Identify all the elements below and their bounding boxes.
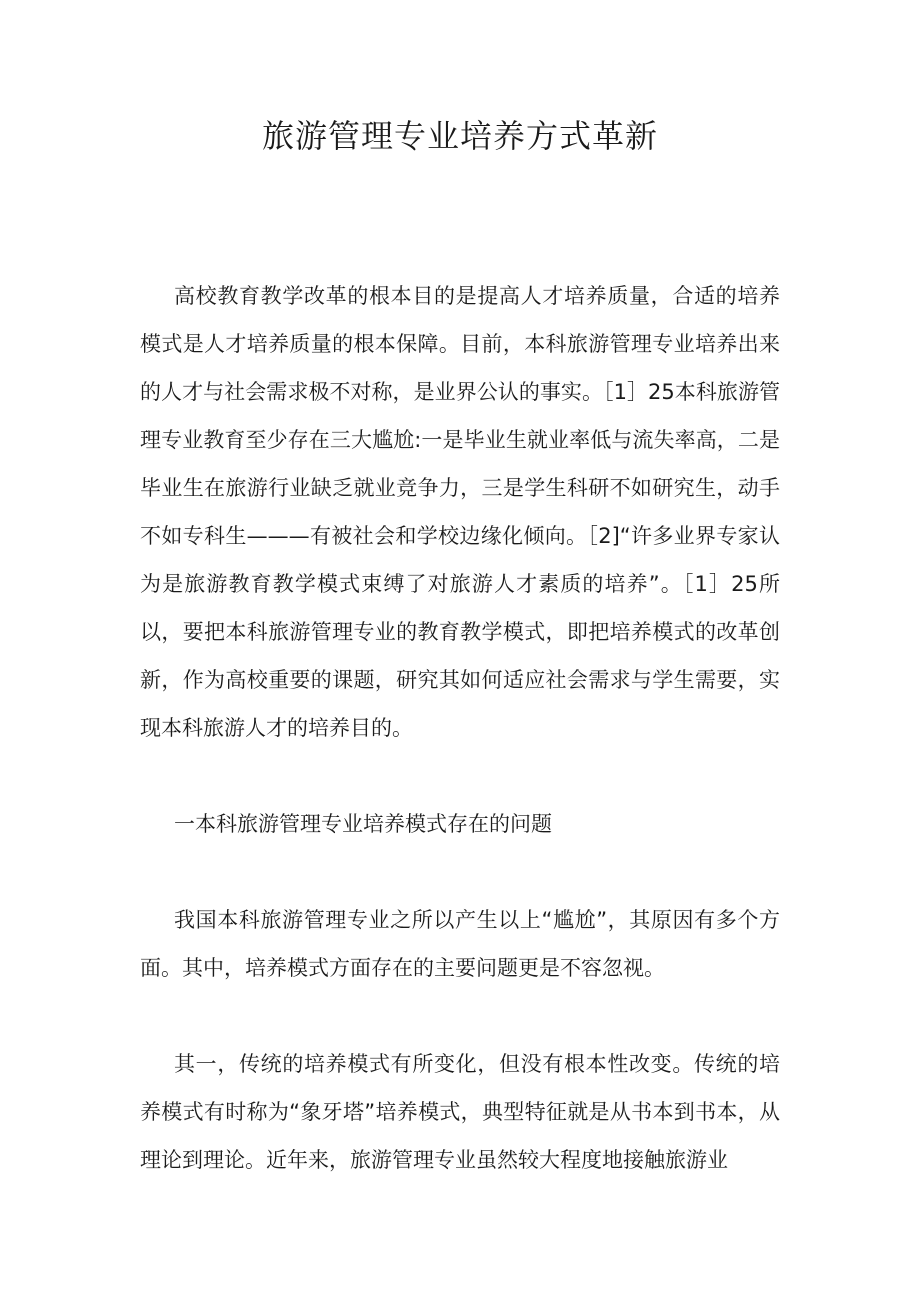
paragraph-point-one: 其一，传统的培养模式有所变化，但没有根本性改变。传统的培养模式有时称为“象牙塔”培养模式，典型特征就是从书本到书本，从理论到理论。近年来，旅游管理专业虽然较大程度地接触旅游业 [140,1052,780,1172]
section-heading: 一本科旅游管理专业培养模式存在的问题 [174,812,552,836]
document-title: 旅游管理专业培养方式革新 [261,117,658,155]
paragraph-intro: 高校教育教学改革的根本目的是提高人才培养质量，合适的培养模式是人才培养质量的根本保障。目前，本科旅游管理专业培养出来的人才与社会需求极不对称，是业界公认的事实。［1］25本科旅游管理专业教育至少存在三大尴尬:一是毕业生就业率低与流失率高，二是毕业生在旅游行业缺乏就业竞争力，三是学生科研不如研究生，动手不如专科生———有被社会和学校边缘化倾向。［2]“许多业界专家认为是旅游教育教学模式束缚了对旅游人才素质的培养”。［1］25所以，要把本科旅游管理专业的教育教学模式，即把培养模式的改革创新，作为高校重要的课题，研究其如何适应社会需求与学生需要，实现本科旅游人才的培养目的。 [140,284,780,740]
paragraph-reasons: 我国本科旅游管理专业之所以产生以上“尴尬”，其原因有多个方面。其中，培养模式方面存在的主要问题更是不容忽视。 [140,908,780,980]
